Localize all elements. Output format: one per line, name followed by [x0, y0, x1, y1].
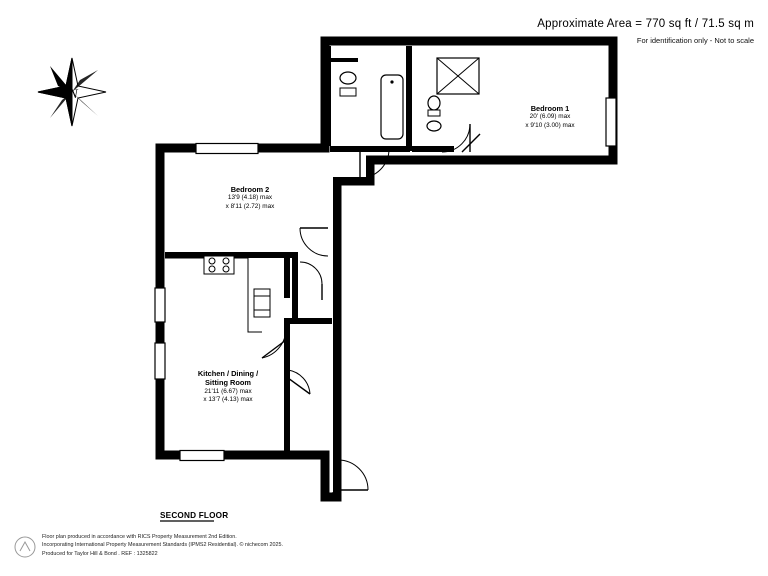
footer-line-3: Produced for Taylor Hill & Bond . REF : 1325822	[42, 550, 158, 557]
room-label-bedroom-2	[170, 185, 330, 211]
window	[196, 144, 258, 154]
room-dimension-imperial: 21'11 (6.67) max	[204, 387, 252, 395]
internal-wall	[284, 252, 290, 298]
room-dimension-metric: x 13'7 (4.13) max	[203, 396, 253, 404]
room-name: Bedroom 2	[230, 185, 270, 194]
internal-wall	[406, 46, 412, 151]
internal-wall	[292, 252, 298, 322]
room-name: Bedroom 1	[530, 104, 570, 113]
room-dimension-imperial: 13'9 (4.18) max	[227, 194, 273, 202]
door	[338, 460, 368, 490]
bathtub-fixture	[381, 75, 403, 139]
toilet-fixture	[428, 96, 440, 110]
room-label-kitchen-dining-sitting	[138, 369, 318, 404]
page-title: Approximate Area = 770 sq ft / 71.5 sq m	[537, 18, 754, 30]
internal-wall	[330, 146, 410, 152]
room-name-line-2: Sitting Room	[205, 378, 251, 388]
window	[155, 288, 165, 322]
sink-fixture	[254, 289, 270, 317]
footer-line-2: Incorporating International Property Measurement Standards (IPMS2 Residential). © nichecom 2025.	[42, 542, 283, 549]
basin-fixture	[427, 121, 441, 131]
internal-wall	[284, 396, 290, 452]
room-label-bedroom-1	[470, 104, 630, 130]
hob-fixture	[204, 256, 234, 274]
room-dimension-metric: x 8'11 (2.72) max	[225, 202, 275, 210]
window	[180, 451, 224, 461]
room-dimension-metric: x 9'10 (3.00) max	[525, 121, 575, 129]
floor-caption: SECOND FLOOR	[160, 511, 229, 520]
footer-line-1: Floor plan produced in accordance with RICS Property Measurement 2nd Edition.	[42, 533, 237, 540]
cistern-fixture	[428, 110, 440, 116]
bathroom-fixture	[340, 88, 356, 96]
footer-disclaimer	[14, 533, 434, 558]
room-name-line-1: Kitchen / Dining /	[197, 369, 259, 378]
basin-fixture	[340, 72, 356, 84]
internal-wall	[284, 318, 332, 324]
compass-north-label: N	[69, 86, 78, 101]
internal-wall	[330, 58, 358, 62]
page-subtitle: For identification only - Not to scale	[636, 36, 754, 45]
room-dimension-imperial: 20' (6.09) max	[529, 113, 571, 121]
